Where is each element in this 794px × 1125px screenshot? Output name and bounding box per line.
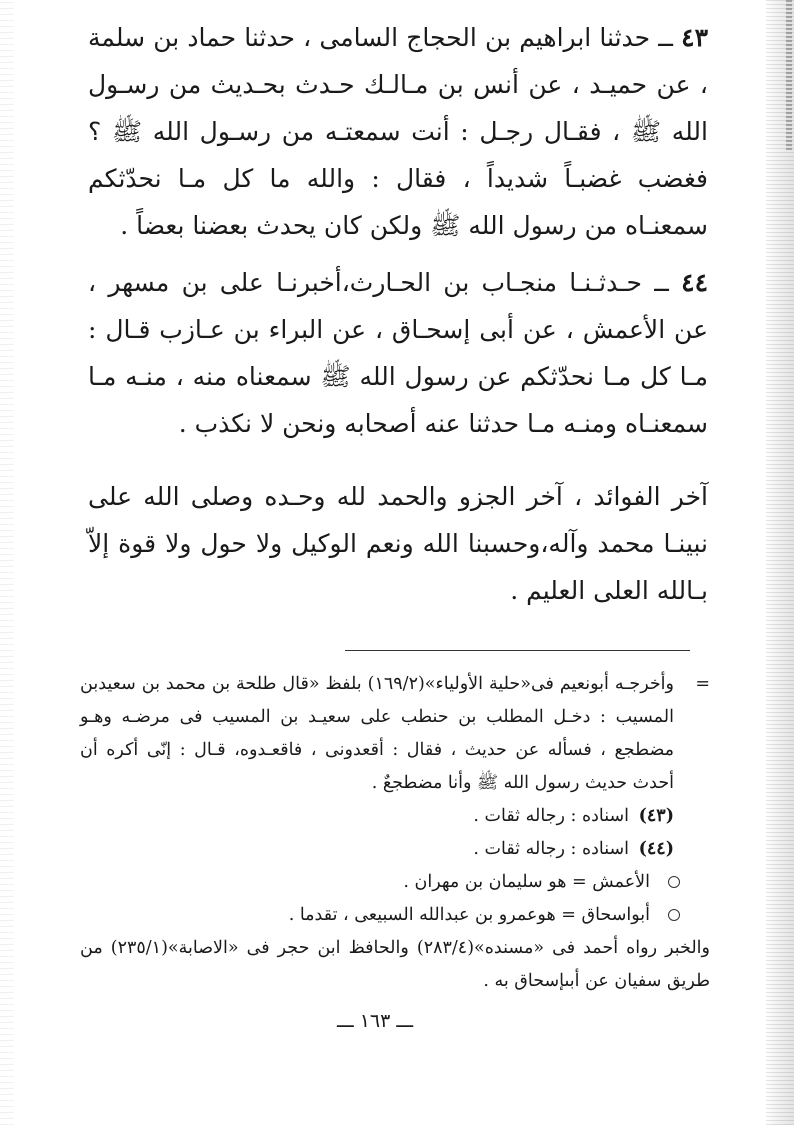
- footnote-text: اسناده : رجاله ثقات .: [473, 839, 630, 859]
- continuation-mark: =: [695, 674, 710, 694]
- page-number: ـــ ١٦٣ ـــ: [336, 1010, 414, 1032]
- hadith-number: ٤٤: [681, 268, 708, 297]
- circle-bullet-icon: [668, 909, 680, 921]
- bullet-text: أبواسحاق = هوعمرو بن عبدالله السبيعى ، تقدما .: [288, 905, 650, 925]
- hadith-text: حدثنا ابراهيم بن الحجاج السامى ، حدثنا حماد بن سلمة ، عن حميـد ، عن أنس بن مـالـك حـدث بحـديث من رسـول الله ﷺ ، فقـال رجـل : أنت سمعتـه من رسـول الله ﷺ ؟ فغضب غضبـاً شديداً ، فقال : والله ما كل مـا نحدّثكم سمعنـاه من رسول الله ﷺ ولكن كان يحدث بعضنا بعضاً .: [88, 23, 708, 240]
- hadith-43: [88, 14, 708, 249]
- continuation-text: وأخرجـه أبونعيم فى«حلية الأولياء»(١٦٩/٢) بلفظ «قال طلحة بن محمد بن سعيدبن المسيب : دخـل المطلب بن حنطب على سعيـد بن المسيب فى مرضـه وهـو مضطجع ، فسأله عن حديث ، فقال : أقعدونى ، فاقعـدوه، قـال : إنّى أكره أن أحدث حديث رسول الله ﷺ وأنا مضطجعٌ .: [80, 674, 674, 793]
- hadith-dash: ــ: [654, 268, 669, 297]
- footnote-bullet-item: [80, 866, 710, 899]
- hadith-text: حـدثـنـا منجـاب بن الحـارث،أخبرنـا على بن مسهر ، عن الأعمش ، عن أبى إسحـاق ، عن البراء بن عـازب قـال : مـا كل مـا نحدّثكم عن رسول الله ﷺ سمعناه منه ، منـه مـا سمعنـاه ومنـه مـا حدثنا عنه أصحابه ونحن لا نكذب .: [88, 268, 708, 438]
- footnote-text: اسناده : رجاله ثقات .: [473, 806, 630, 826]
- footnote-separator: [345, 650, 690, 651]
- bullet-text: الأعمش = هو سليمان بن مهران .: [403, 872, 650, 892]
- footnote-continuation: [80, 668, 710, 800]
- hadith-44: [88, 259, 708, 447]
- main-text: [88, 14, 708, 639]
- footnote-number: (٤٤): [638, 839, 674, 859]
- footnote-number: (٤٣): [638, 806, 674, 826]
- closing-colophon: آخر الفوائد ، آخر الجزو والحمد لله وحـده وصلى الله على نبينـا محمد وآله،وحسبنا الله ونعم الوكيل ولا حول ولا قوة إلاّ بـالله العلى العليم .: [88, 482, 708, 605]
- footnote-bullet-item: [80, 899, 710, 932]
- footnote-44: [80, 833, 710, 866]
- footnotes: [80, 668, 710, 998]
- footnote-final: والخبر رواه أحمد فى «مسنده»(٢٨٣/٤) والحافظ ابن حجر فى «الاصابة»(٢٣٥/١) من طريق سفيان عن أبىإسحاق به .: [80, 938, 710, 991]
- hadith-dash: ــ: [658, 23, 673, 52]
- footnote-43: [80, 800, 710, 833]
- hadith-number: ٤٣: [681, 23, 708, 52]
- circle-bullet-icon: [668, 876, 680, 888]
